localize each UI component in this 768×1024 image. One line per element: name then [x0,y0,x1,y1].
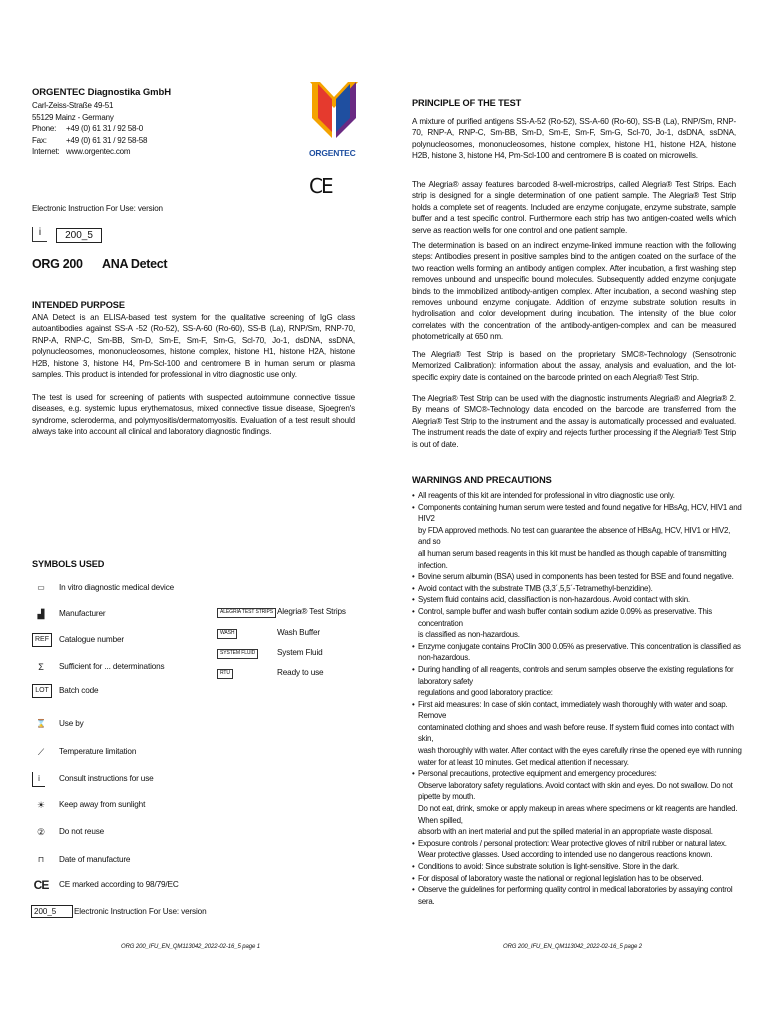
intended-purpose-heading: INTENDED PURPOSE [32,300,125,310]
logo-y-icon [310,82,358,142]
internet-line: Internet: www.orgentec.com [32,147,131,156]
warning-item: • Enzyme conjugate contains ProClin 300 0.05% as preservative. This concentration is classified as [412,641,742,653]
principle-p1: A mixture of purified antigens SS-A-52 (Ro-52), SS-A-60 (Ro-60), SS-B (La), RNP/Sm, RNP-70, RNP-A, RNP-C, Sm-BB, Sm-D, Sm-E, Sm-F, Sm-G, Scl-70, Jo-1, dsDNA, ssDNA, polynucleosomes, mononucleosomes, histone complex, histone H1, histone H2A, histone H2B, histone 3, histone H4, Pm-Scl-100 and centromere B is coated on microwells. [412,117,736,161]
eifu-version-box: 200_5 [31,905,73,918]
consult-instructions-icon: i [32,227,47,242]
principle-p5: The Alegria® Test Strip can be used with the diagnostic instruments Alegria® and Alegria® 2. By means of SMC®-Technology data encoded on the barcode are transferred from the Alegria® Test Strip to the instrument and the assay is automatically processed and evaluated. The instrument reads the date of expiry and rejects further processing if the Alegria® Test Strip is out of date. [412,394,736,449]
warning-item-continuation: all human serum based reagents in this kit must be handled as though capable of transmitting infection. [418,548,727,570]
ce-icon: CE [33,878,49,892]
product-name: ANA Detect [102,257,168,271]
warning-item: • For disposal of laboratory waste the national or regional legislation has to be observed. [412,873,742,885]
product-code: ORG 200 [32,257,83,271]
thermometer-icon: ⟋ [37,747,45,757]
warnings-heading: WARNINGS AND PRECAUTIONS [412,475,552,485]
system-fluid-box: SYSTEM FLUID [217,649,258,659]
warning-item: • All reagents of this kit are intended for professional in vitro diagnostic use only. [412,490,742,502]
warning-item-continuation: by FDA approved methods. No test can guarantee the absence of HBsAg, HCV, HIV1 or HIV2, and so [418,525,731,547]
warning-item: • During handling of all reagents, controls and serum samples observe the existing regulations for laboratory safety [412,664,742,687]
warning-item-continuation: non-hazardous. [418,653,471,663]
lot-icon: LOT [32,684,52,698]
warning-item: • Bovine serum albumin (BSA) used in components has been tested for BSE and found negative. [412,571,742,583]
ivd-icon: ▭ [37,583,45,592]
no-reuse-icon: ② [36,827,46,837]
city: 55129 Mainz - Germany [32,112,114,122]
sun-icon: ☀ [36,800,46,810]
warning-item: • Control, sample buffer and wash buffer contain sodium azide 0.09% as preservative. This concentration [412,606,742,629]
warning-item: • Conditions to avoid: Since substrate solution is light-sensitive. Store in the dark. [412,861,742,873]
company-address [32,100,147,158]
footer-page-2: ORG 200_IFU_EN_QM113042_2022-02-16_5 page 2 [503,944,643,950]
warning-item-continuation: regulations and good laboratory practice: [418,688,553,698]
warning-item-continuation: Wear protective glasses. Used according to intended use no dangerous reactions known. [418,850,713,860]
sigma-icon: Σ [38,662,44,672]
principle-heading: PRINCIPLE OF THE TEST [412,98,522,108]
factory-icon: ⊓ [37,855,45,864]
principle-p2: The Alegria® assay features barcoded 8-well-microstrips, called Alegria® Test Strips. Each strip is designed for a single determination of one patient sample. The Alegria® Test Strip holds a complete set of reagents. Included are enzyme conjugate, enzyme substrate, sample buffer and a test specific control. Furthermore each strip has two antigen-coated wells which serve as reaction wells for one control and one patient sample. [412,180,736,235]
wash-label: Wash Buffer [277,628,320,637]
website-link: www.orgentec.com [66,147,131,156]
symbols-heading: SYMBOLS USED [32,559,105,569]
orgentec-logo: ORGENTEC [310,82,358,162]
book-icon: i [32,772,45,787]
warning-item: • First aid measures: In case of skin contact, immediately wash thoroughly with water and soap. Remove [412,699,742,722]
wash-box: WASH [217,629,237,639]
warning-item-continuation: is classified as non-hazardous. [418,630,520,640]
street: Carl-Zeiss-Straße 49-51 [32,101,114,110]
ce-mark-icon: CE [309,174,332,198]
warning-item-continuation: Observe laboratory safety regulations. Avoid contact with skin and eyes. Do not swallow. Do not pipette by mouth. [418,780,733,802]
footer-page-1: ORG 200_IFU_EN_QM113042_2022-02-16_5 page 1 [121,944,261,950]
principle-p4: The Alegria® Test Strip is based on the proprietary SMC®-Technology (Sensotronic Memorized Calibration): information about the assay, analysis and evaluation, and the lot-specific expiry date is contained on the barcode printed on each Alegria® Test Strip. [412,350,736,382]
company-name: ORGENTEC Diagnostika GmbH [32,87,171,98]
eifu-version-label: Electronic Instruction For Use: version [74,907,207,916]
warning-item: • Avoid contact with the substrate TMB (3,3´,5,5´-Tetramethyl-benzidine). [412,583,742,595]
warning-item-continuation: water for at least 10 minutes. Get medical attention if necessary. [418,757,629,767]
ref-icon: REF [32,633,52,647]
principle-p3: The determination is based on an indirect enzyme-linked immune reaction with the following steps: Antibodies present in positive samples bind to the antigen coated on the surface of the two reaction wells forming an antibody antigen complex. After incubation, a first washing step removes unbound and unspecific bound molecules. Subsequently added enzyme conjugate binds to the immobilized antibody-antigen complex. After incubation, a second washing step removes unbound enzyme conjugate. Addition of enzyme substrate solution results in hydrolisation and color development during incubation. The intensity of the blue color correlates with the concentration of the antibody-antigen-complex and can be measured photometrically at 650 nm. [412,241,736,342]
warning-item: • Personal precautions, protective equipment and emergency procedures: [412,768,742,780]
warning-item: • Exposure controls / personal protection: Wear protective gloves of nitril rubber or natural latex. [412,838,742,850]
fax-line: Fax: +49 (0) 61 31 / 92 58-58 [32,135,148,145]
manufacturer-icon: ▟ [37,609,45,619]
intended-purpose-p2: The test is used for screening of patients with suspected autoimmune connective tissue diseases, e.g. systemic lupus erythematosus, mixed connective tissue disease, Sjoegren's syndrome, scleroderma, and polymyositis/dermatomyositis. Evaluation of a test result should always take into account all clinical and laboratory diagnostic findings. [32,393,355,437]
alegria-strips-label: Alegria® Test Strips [277,607,346,616]
system-fluid-label: System Fluid [277,648,323,657]
warning-item-continuation: Do not eat, drink, smoke or apply makeup in areas where specimens or kit reagents are handled. When spilled, [418,804,738,825]
warning-item-continuation: contaminated clothing and shoes and wash before reuse. If system fluid comes into contact with skin, [418,722,734,744]
warning-item-continuation: wash thoroughly with water. After contact with the eyes carefully rinse the opened eye with running [418,746,742,756]
phone-line: Phone: +49 (0) 61 31 / 92 58-0 [32,124,144,133]
warning-item: • Observe the guidelines for performing quality control in medical laboratories by assaying control sera. [412,884,742,907]
eifu-note: Electronic Instruction For Use: version [32,204,163,213]
warning-item-continuation: absorb with an inert material and put the spilled material in an appropriate waste disposal. [418,827,713,837]
intended-purpose-p1: ANA Detect is an ELISA-based test system for the qualitative screening of IgG class autoantibodies against SS-A -52 (Ro-52), SS-A-60 (Ro-60), SS-B (La), RNP/Sm, RNP-70, RNP-A, RNP-C, Sm-BB, Sm-D, Sm-E, Sm-F, Sm-G, Scl-70, Jo-1, dsDNA, ssDNA, polynucleosomes, mononucleosomes, histone complex, histone H1, histone H2A, histone H2B, histone 3, histone H4, Pm-Scl-100 and centromere B in human serum or plasma samples. This product is intended for professional in vitro diagnostic use only. [32,313,355,380]
warning-item: • Components containing human serum were tested and found negative for HBsAg, HCV, HIV1 and HIV2 [412,502,742,525]
warnings-list [412,490,742,907]
warning-item: • System fluid contains acid, classifiaction is non-hazardous. Avoid contact with skin. [412,594,742,606]
alegria-strips-box: ALEGRIA TEST STRIPS [217,608,276,618]
version-box: 200_5 [56,228,102,243]
rtu-box: RTU [217,669,233,679]
hourglass-icon: ⌛ [36,719,46,728]
rtu-label: Ready to use [277,668,324,677]
